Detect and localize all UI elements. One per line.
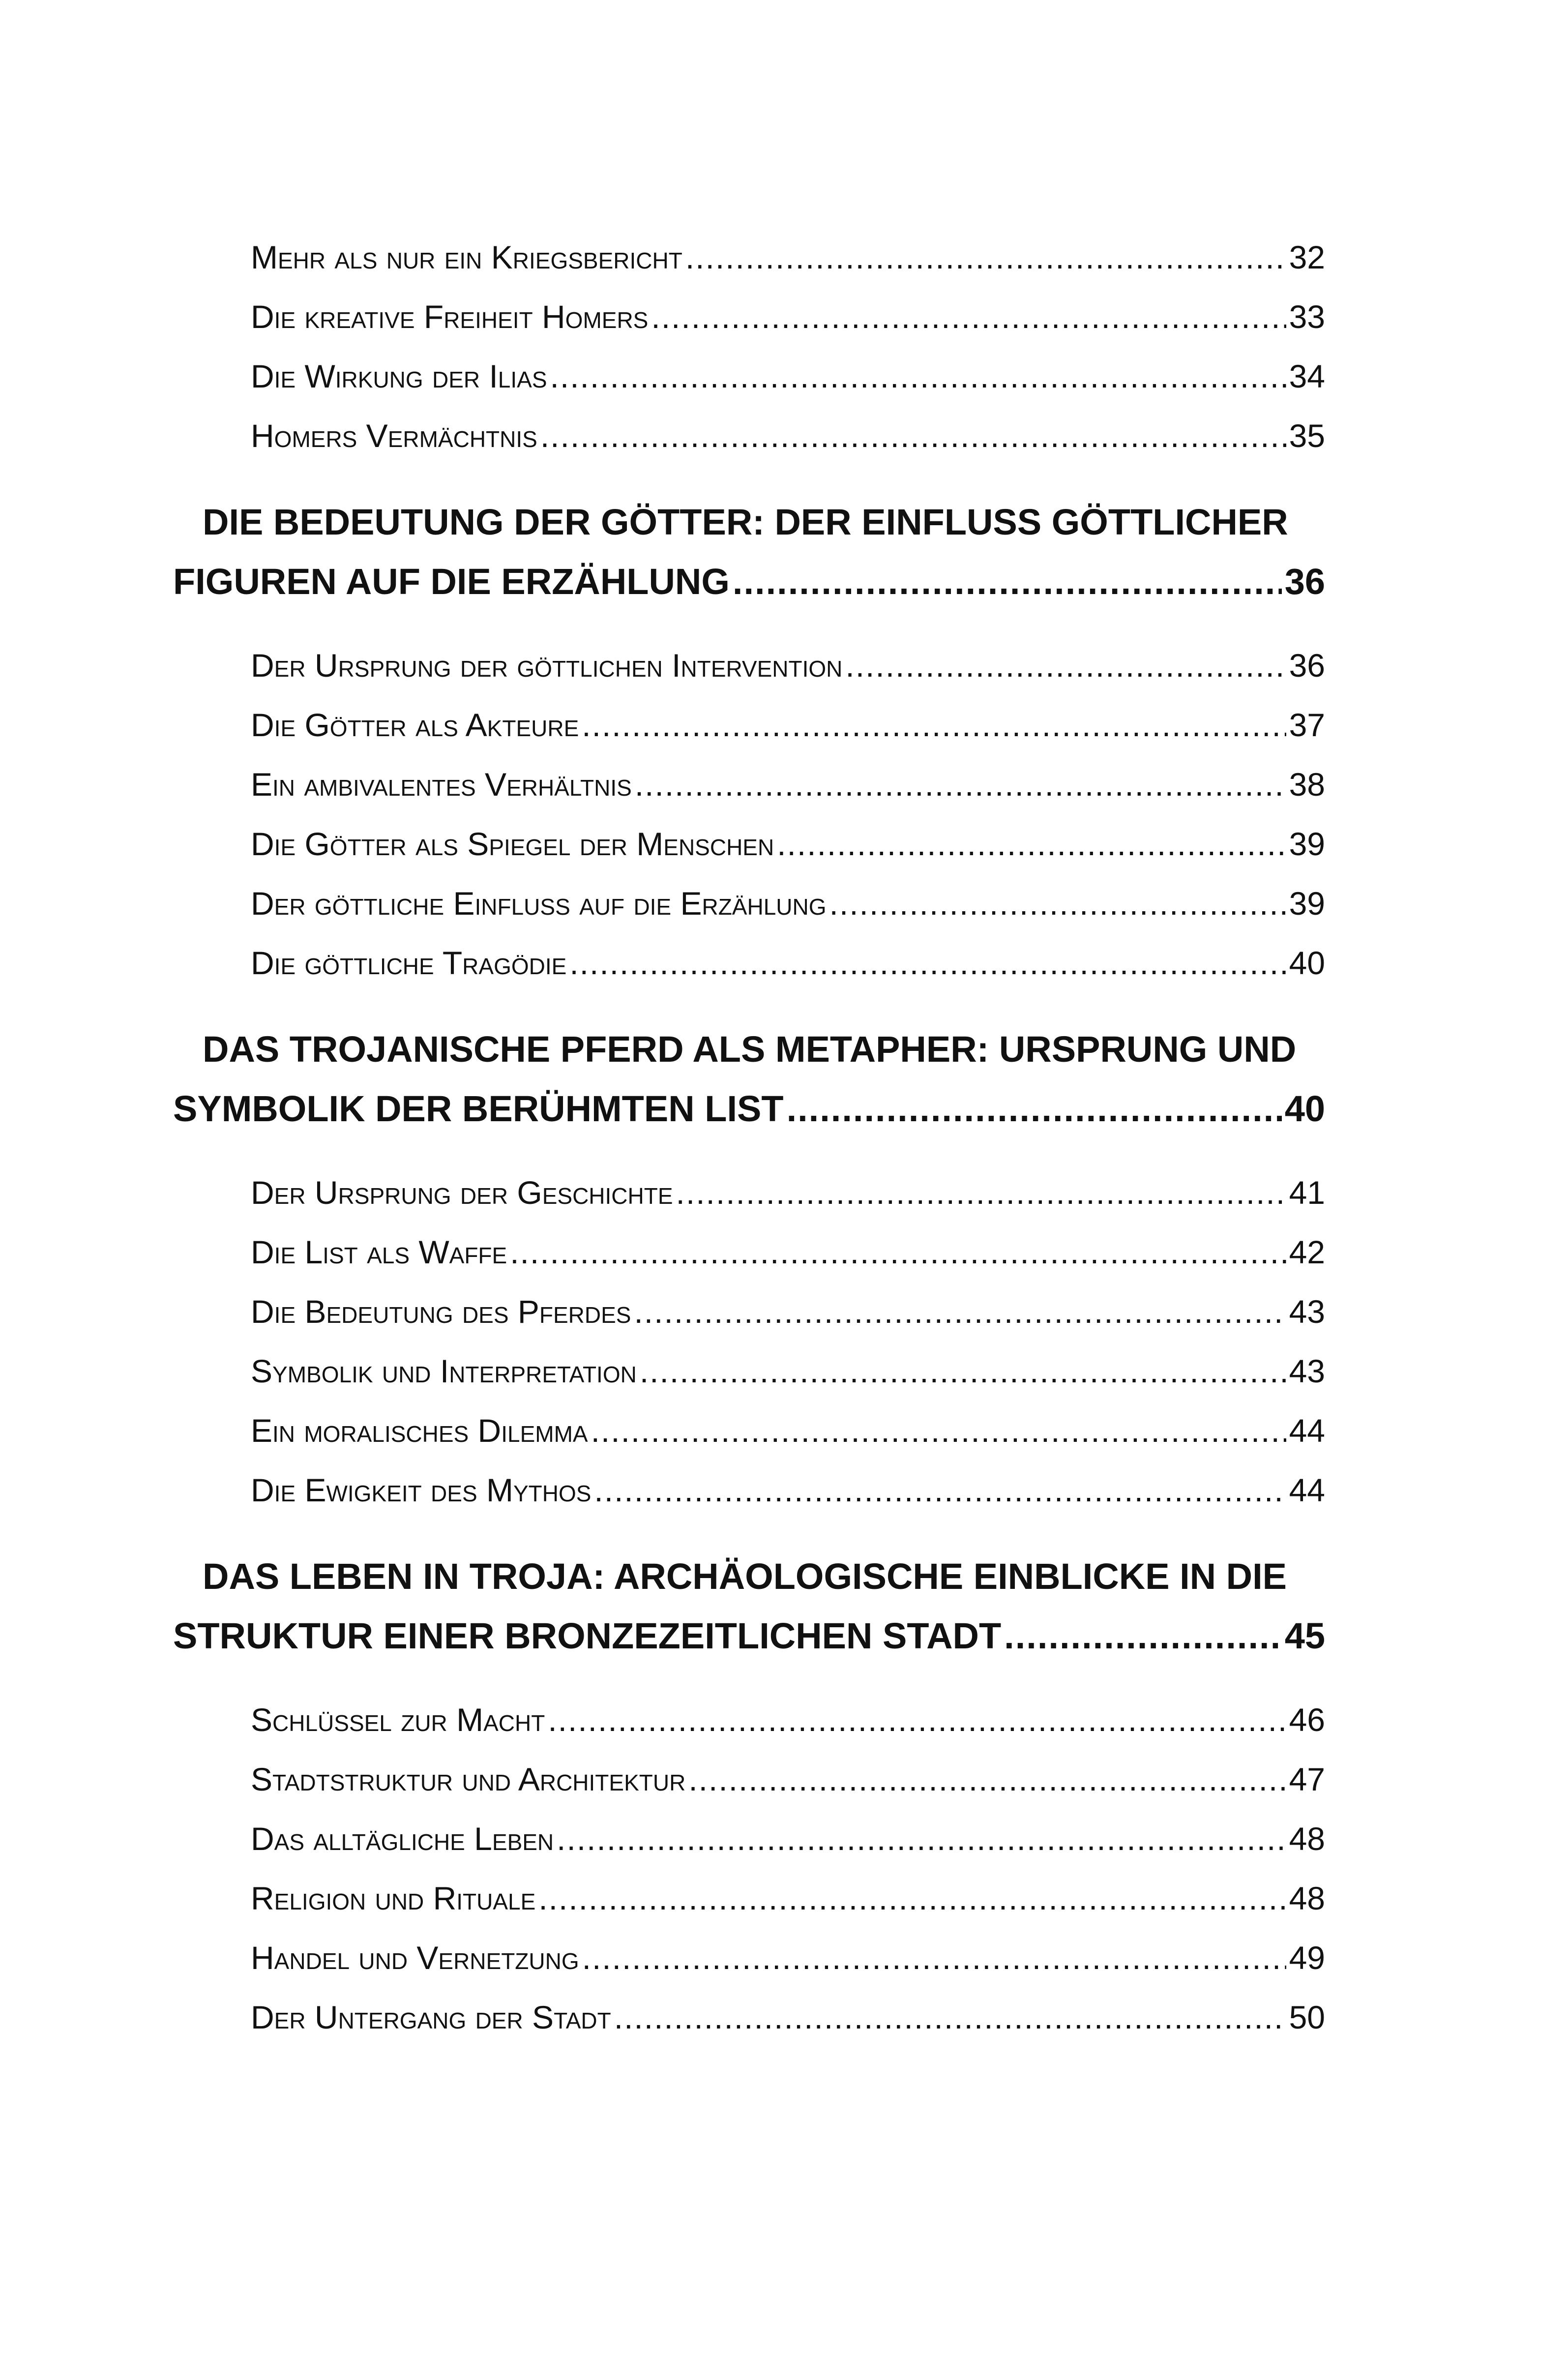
dot-leader (635, 760, 1286, 809)
toc-entry-page: 37 (1289, 707, 1325, 743)
toc-entry-title: Die List als Waffe (251, 1234, 507, 1270)
toc-entry[interactable] (251, 1933, 1325, 1982)
toc-entry-page: 48 (1289, 1821, 1325, 1857)
toc-chapter-page: 45 (1284, 1615, 1325, 1656)
toc-entry-page: 34 (1289, 358, 1325, 394)
toc-entry-title: Das alltägliche Leben (251, 1821, 554, 1857)
toc-entry-page: 39 (1289, 885, 1325, 922)
toc-entry-page: 35 (1289, 418, 1325, 454)
toc-entry-page: 43 (1289, 1293, 1325, 1330)
toc-entry[interactable] (251, 1874, 1325, 1923)
toc-entry[interactable] (251, 411, 1325, 460)
dot-leader (1004, 1609, 1282, 1663)
toc-entry-title: Der göttliche Einfluss auf die Erzählung (251, 885, 827, 922)
toc-entry-title: Ein ambivalentes Verhältnis (251, 766, 632, 803)
toc-entry-page: 46 (1289, 1701, 1325, 1738)
toc-entry[interactable] (251, 1406, 1325, 1455)
dot-leader (510, 1227, 1286, 1277)
toc-entry[interactable] (251, 1346, 1325, 1396)
toc-entry-page: 32 (1289, 239, 1325, 275)
toc-entry-title: Schlüssel zur Macht (251, 1701, 545, 1738)
toc-entry[interactable] (251, 1755, 1325, 1804)
dot-leader (538, 1874, 1286, 1923)
dot-leader (548, 1695, 1286, 1744)
toc-entry-page: 48 (1289, 1880, 1325, 1916)
dot-leader (651, 292, 1286, 341)
toc-entry[interactable] (251, 879, 1325, 928)
toc-entry-page: 33 (1289, 298, 1325, 335)
dot-leader (634, 1287, 1286, 1336)
dot-leader (550, 352, 1286, 401)
dot-leader (777, 819, 1286, 868)
dot-leader (582, 1933, 1286, 1982)
dot-leader (591, 1406, 1286, 1455)
dot-leader (733, 555, 1282, 609)
toc-entry[interactable] (251, 1168, 1325, 1217)
dot-leader (557, 1814, 1286, 1863)
toc-entry-page: 47 (1289, 1761, 1325, 1797)
toc-entry[interactable] (251, 760, 1325, 809)
toc-entry[interactable] (251, 233, 1325, 282)
dot-leader (845, 641, 1286, 690)
toc-entry-page: 43 (1289, 1353, 1325, 1389)
toc-entry[interactable] (251, 938, 1325, 987)
dot-leader (685, 233, 1286, 282)
toc-chapter-title-line1: DIE BEDEUTUNG DER GÖTTER: DER EINFLUSS GÖTTLICHER (203, 502, 1288, 542)
toc-chapter-entry[interactable] (173, 1609, 1325, 1663)
toc-chapter-title-line2: STRUKTUR EINER BRONZEZEITLICHEN STADT (173, 1615, 1002, 1656)
toc-entry-page: 44 (1289, 1412, 1325, 1449)
toc-entry[interactable] (251, 700, 1325, 749)
toc-entry[interactable] (251, 1287, 1325, 1336)
toc-entry-title: Symbolik und Interpretation (251, 1353, 637, 1389)
toc-chapter-page: 36 (1284, 561, 1325, 602)
toc-entry-title: Die Götter als Akteure (251, 707, 579, 743)
toc-entry-title: Der Untergang der Stadt (251, 1999, 611, 2035)
toc-entry-title: Die Wirkung der Ilias (251, 358, 547, 394)
toc-entry-page: 49 (1289, 1940, 1325, 1976)
toc-chapter-entry[interactable] (173, 1082, 1325, 1136)
toc-chapter-heading[interactable] (203, 495, 1325, 549)
toc-entry[interactable] (251, 1814, 1325, 1863)
toc-entry[interactable] (251, 641, 1325, 690)
dot-leader (582, 700, 1286, 749)
toc-entry-title: Die Götter als Spiegel der Menschen (251, 826, 774, 862)
toc-entry-page: 50 (1289, 1999, 1325, 2035)
dot-leader (676, 1168, 1286, 1217)
toc-entry-title: Die Ewigkeit des Mythos (251, 1472, 592, 1508)
toc-entry-page: 44 (1289, 1472, 1325, 1508)
toc-chapter-title-line2: FIGUREN AUF DIE ERZÄHLUNG (173, 561, 730, 602)
toc-entry-title: Die Bedeutung des Pferdes (251, 1293, 631, 1330)
toc-entry[interactable] (251, 819, 1325, 868)
toc-chapter-heading[interactable] (203, 1022, 1325, 1076)
dot-leader (594, 1465, 1286, 1515)
toc-entry-title: Die göttliche Tragödie (251, 945, 567, 981)
toc-entry-page: 39 (1289, 826, 1325, 862)
toc-chapter-heading[interactable] (203, 1550, 1325, 1604)
toc-chapter-title-line1: DAS TROJANISCHE PFERD ALS METAPHER: URSPRUNG UND (203, 1029, 1297, 1070)
toc-entry-page: 42 (1289, 1234, 1325, 1270)
toc-chapter-title-line2: SYMBOLIK DER BERÜHMTEN LIST (173, 1088, 784, 1129)
toc-entry-title: Der Ursprung der Geschichte (251, 1174, 673, 1211)
dot-leader (829, 879, 1286, 928)
dot-leader (688, 1755, 1286, 1804)
dot-leader (569, 938, 1286, 987)
toc-entry-title: Religion und Rituale (251, 1880, 536, 1916)
toc-chapter-page: 40 (1284, 1088, 1325, 1129)
toc-entry[interactable] (251, 292, 1325, 341)
dot-leader (787, 1082, 1282, 1136)
toc-chapter-entry[interactable] (173, 555, 1325, 609)
dot-leader (614, 1993, 1286, 2042)
toc-entry-title: Der Ursprung der göttlichen Intervention (251, 647, 843, 684)
toc-entry[interactable] (251, 1993, 1325, 2042)
toc-entry[interactable] (251, 1695, 1325, 1744)
toc-entry-title: Stadtstruktur und Architektur (251, 1761, 686, 1797)
toc-entry-page: 40 (1289, 945, 1325, 981)
toc-chapter-title-line1: DAS LEBEN IN TROJA: ARCHÄOLOGISCHE EINBLICKE IN DIE (203, 1556, 1287, 1597)
toc-entry[interactable] (251, 1465, 1325, 1515)
toc-entry-title: Die kreative Freiheit Homers (251, 298, 649, 335)
toc-entry-title: Mehr als nur ein Kriegsbericht (251, 239, 682, 275)
dot-leader (640, 1346, 1286, 1396)
toc-entry-page: 36 (1289, 647, 1325, 684)
toc-entry[interactable] (251, 1227, 1325, 1277)
toc-entry[interactable] (251, 352, 1325, 401)
toc-entry-title: Ein moralisches Dilemma (251, 1412, 588, 1449)
toc-entry-page: 38 (1289, 766, 1325, 803)
toc-entry-title: Homers Vermächtnis (251, 418, 537, 454)
dot-leader (540, 411, 1286, 460)
toc-entry-page: 41 (1289, 1174, 1325, 1211)
toc-entry-title: Handel und Vernetzung (251, 1940, 579, 1976)
